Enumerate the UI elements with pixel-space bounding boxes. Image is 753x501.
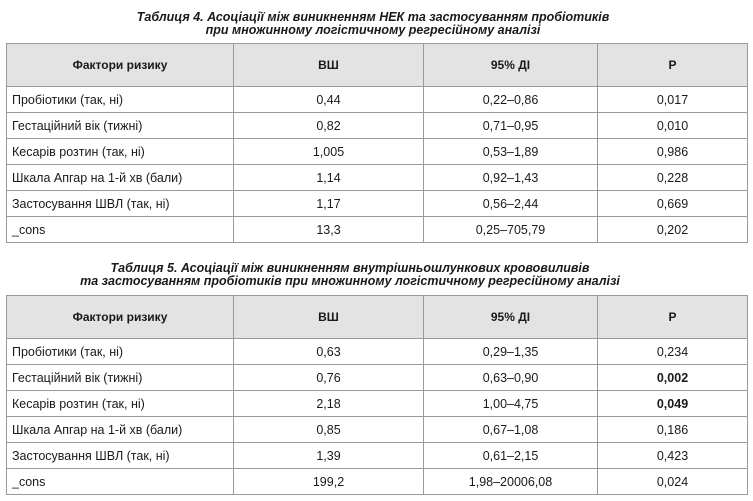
- table-5-body: [7, 339, 748, 495]
- risk-factor-cell: Шкала Апгар на 1-й хв (бали): [7, 165, 234, 191]
- p-value-cell: 0,010: [598, 113, 748, 139]
- confidence-interval-cell: 0,61–2,15: [424, 443, 598, 469]
- confidence-interval-cell: 0,53–1,89: [424, 139, 598, 165]
- table-row: [7, 165, 748, 191]
- table-row: [7, 191, 748, 217]
- confidence-interval-cell: 0,56–2,44: [424, 191, 598, 217]
- odds-ratio-cell: 0,85: [234, 417, 424, 443]
- risk-factor-cell: Гестаційний вік (тижні): [7, 365, 234, 391]
- odds-ratio-cell: 0,63: [234, 339, 424, 365]
- table-row: [7, 139, 748, 165]
- risk-factor-cell: Пробіотики (так, ні): [7, 87, 234, 113]
- odds-ratio-cell: 1,14: [234, 165, 424, 191]
- confidence-interval-cell: 0,29–1,35: [424, 339, 598, 365]
- table-5: [6, 295, 748, 495]
- p-value-cell: 0,986: [598, 139, 748, 165]
- p-value-cell: 0,234: [598, 339, 748, 365]
- header-risk-factors: Фактори ризику: [7, 296, 234, 339]
- odds-ratio-cell: 1,39: [234, 443, 424, 469]
- odds-ratio-cell: 0,76: [234, 365, 424, 391]
- header-p-value: Р: [598, 296, 748, 339]
- p-value-cell: 0,186: [598, 417, 748, 443]
- odds-ratio-cell: 199,2: [234, 469, 424, 495]
- p-value-cell: 0,202: [598, 217, 748, 243]
- confidence-interval-cell: 1,98–20006,08: [424, 469, 598, 495]
- header-odds-ratio: ВШ: [234, 296, 424, 339]
- header-confidence-interval: 95% ДІ: [424, 296, 598, 339]
- table-5-caption-line-2: та застосуванням пробіотиків при множинному логістичному регресійному аналізі: [80, 274, 620, 288]
- confidence-interval-cell: 0,25–705,79: [424, 217, 598, 243]
- p-value-cell: 0,423: [598, 443, 748, 469]
- risk-factor-cell: _cons: [7, 217, 234, 243]
- table-4-caption-line-1: Таблиця 4. Асоціації між виникненням НЕК та застосуванням пробіотиків: [136, 10, 610, 24]
- risk-factor-cell: Шкала Апгар на 1-й хв (бали): [7, 417, 234, 443]
- table-5-caption: [25, 262, 675, 288]
- odds-ratio-cell: 1,17: [234, 191, 424, 217]
- confidence-interval-cell: 0,71–0,95: [424, 113, 598, 139]
- table-row: [7, 87, 748, 113]
- header-p-value: Р: [598, 44, 748, 87]
- risk-factor-cell: Пробіотики (так, ні): [7, 339, 234, 365]
- confidence-interval-cell: 0,67–1,08: [424, 417, 598, 443]
- odds-ratio-cell: 2,18: [234, 391, 424, 417]
- risk-factor-cell: Гестаційний вік (тижні): [7, 113, 234, 139]
- table-row: [7, 339, 748, 365]
- confidence-interval-cell: 0,63–0,90: [424, 365, 598, 391]
- table-row: [7, 365, 748, 391]
- header-confidence-interval: 95% ДІ: [424, 44, 598, 87]
- p-value-cell: 0,017: [598, 87, 748, 113]
- confidence-interval-cell: 0,22–0,86: [424, 87, 598, 113]
- risk-factor-cell: _cons: [7, 469, 234, 495]
- odds-ratio-cell: 0,82: [234, 113, 424, 139]
- header-risk-factors: Фактори ризику: [7, 44, 234, 87]
- table-4-caption: [73, 11, 673, 37]
- table-4: [6, 43, 748, 243]
- risk-factor-cell: Кесарів розтин (так, ні): [7, 139, 234, 165]
- table-row: [7, 417, 748, 443]
- table-row: [7, 217, 748, 243]
- odds-ratio-cell: 0,44: [234, 87, 424, 113]
- p-value-cell: 0,024: [598, 469, 748, 495]
- p-value-cell: 0,002: [598, 365, 748, 391]
- table-4-body: [7, 87, 748, 243]
- confidence-interval-cell: 0,92–1,43: [424, 165, 598, 191]
- p-value-cell: 0,049: [598, 391, 748, 417]
- confidence-interval-cell: 1,00–4,75: [424, 391, 598, 417]
- table-row: [7, 469, 748, 495]
- risk-factor-cell: Кесарів розтин (так, ні): [7, 391, 234, 417]
- p-value-cell: 0,669: [598, 191, 748, 217]
- p-value-cell: 0,228: [598, 165, 748, 191]
- risk-factor-cell: Застосування ШВЛ (так, ні): [7, 443, 234, 469]
- table-row: [7, 113, 748, 139]
- odds-ratio-cell: 13,3: [234, 217, 424, 243]
- header-odds-ratio: ВШ: [234, 44, 424, 87]
- odds-ratio-cell: 1,005: [234, 139, 424, 165]
- table-5-caption-line-1: Таблиця 5. Асоціації між виникненням внутрішньошлункових крововиливів: [110, 261, 590, 275]
- table-header-row: [7, 44, 748, 87]
- table-header-row: [7, 296, 748, 339]
- table-row: [7, 443, 748, 469]
- table-4-caption-line-2: при множинному логістичному регресійному аналізі: [205, 23, 541, 37]
- risk-factor-cell: Застосування ШВЛ (так, ні): [7, 191, 234, 217]
- table-row: [7, 391, 748, 417]
